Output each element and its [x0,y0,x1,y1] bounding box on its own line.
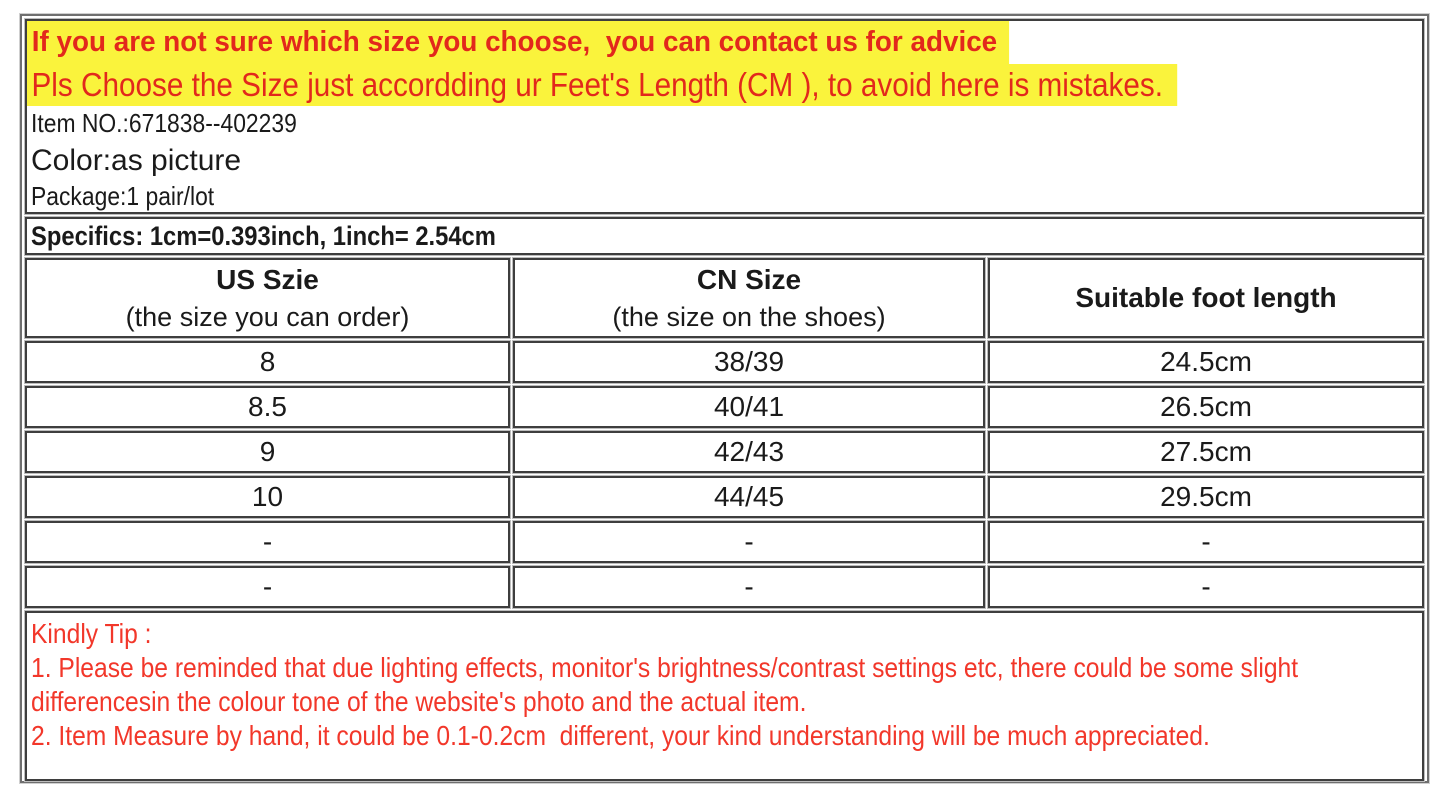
cell-value: 27.5cm [1160,436,1252,467]
header-title: CN Size [696,264,802,295]
cell-value: 8 [259,346,276,377]
header-cell-us-size [25,258,510,338]
cell-value: - [744,571,754,602]
package-line [27,180,1422,212]
table-cell-us-size [25,476,510,518]
specifics-text: Specifics: 1cm=0.393inch, 1inch= 2.54cm [31,221,496,251]
table-cell-foot-length [988,476,1424,518]
cell-value: 8.5 [248,391,287,422]
cell-value: - [262,571,273,602]
package-text: Package:1 pair/lot [31,181,215,211]
table-cell-cn-size [513,341,985,383]
header-subtitle: (the size on the shoes) [612,302,886,332]
table-cell-foot-length [988,386,1424,428]
header-title: US Szie [216,264,319,295]
cell-value: - [1201,526,1211,557]
cell-value: 38/39 [713,346,785,377]
cell-value: - [744,526,754,557]
tip-line: 2. Item Measure by hand, it could be 0.1-0.2cm different, your kind understanding will be much appreciated. [31,720,1210,751]
table-cell-cn-size [513,386,985,428]
size-chart-panel [20,14,1429,783]
table-cell-foot-length [988,431,1424,473]
tip-line: 1. Please be reminded that due lighting effects, monitor's brightness/contrast settings etc, there could be some slight [31,652,1299,683]
cell-value: - [1201,571,1211,602]
size-table [25,258,1424,608]
cell-value: 44/45 [713,481,785,512]
specifics-text-row [27,219,1422,253]
table-cell-cn-size [513,521,985,563]
cell-value: 10 [251,481,284,512]
notice-1-highlight: If you are not sure which size you choose, you can contact us for advice [27,21,1009,64]
header-subtitle: (the size you can order) [125,302,410,332]
color-text: Color:as picture [31,144,242,177]
product-info-box [25,19,1424,214]
table-cell-foot-length [988,341,1424,383]
table-cell-us-size [25,521,510,563]
cell-value: 26.5cm [1160,391,1252,422]
item-number-text: Item NO.:671838--402239 [31,108,297,138]
table-cell-us-size [25,431,510,473]
table-cell-cn-size [513,476,985,518]
table-cell-cn-size [513,566,985,608]
tip-heading: Kindly Tip : [31,618,152,649]
notice-line-2 [27,64,1283,106]
cell-value: 40/41 [713,391,785,422]
cell-value: 42/43 [713,436,785,467]
header-cell-foot-length [988,258,1424,338]
cell-value: 24.5cm [1160,346,1252,377]
color-line [27,141,1422,180]
cell-value: - [262,526,273,557]
kindly-tip-box [25,611,1424,781]
table-cell-us-size [25,341,510,383]
table-cell-cn-size [513,431,985,473]
table-cell-foot-length [988,521,1424,563]
header-cell-cn-size [513,258,985,338]
table-cell-foot-length [988,566,1424,608]
item-number-line [27,106,1422,141]
specifics-bar [25,217,1424,255]
cell-value: 9 [259,436,276,467]
header-title: Suitable foot length [1075,282,1337,313]
table-cell-us-size [25,386,510,428]
notice-line-1 [27,21,1366,64]
table-cell-us-size [25,566,510,608]
notice-2-highlight: Pls Choose the Size just accordding ur Feet's Length (CM ), to avoid here is mistakes. [27,64,1177,106]
tip-line: differencesin the colour tone of the website's photo and the actual item. [31,686,807,717]
cell-value: 29.5cm [1160,481,1252,512]
